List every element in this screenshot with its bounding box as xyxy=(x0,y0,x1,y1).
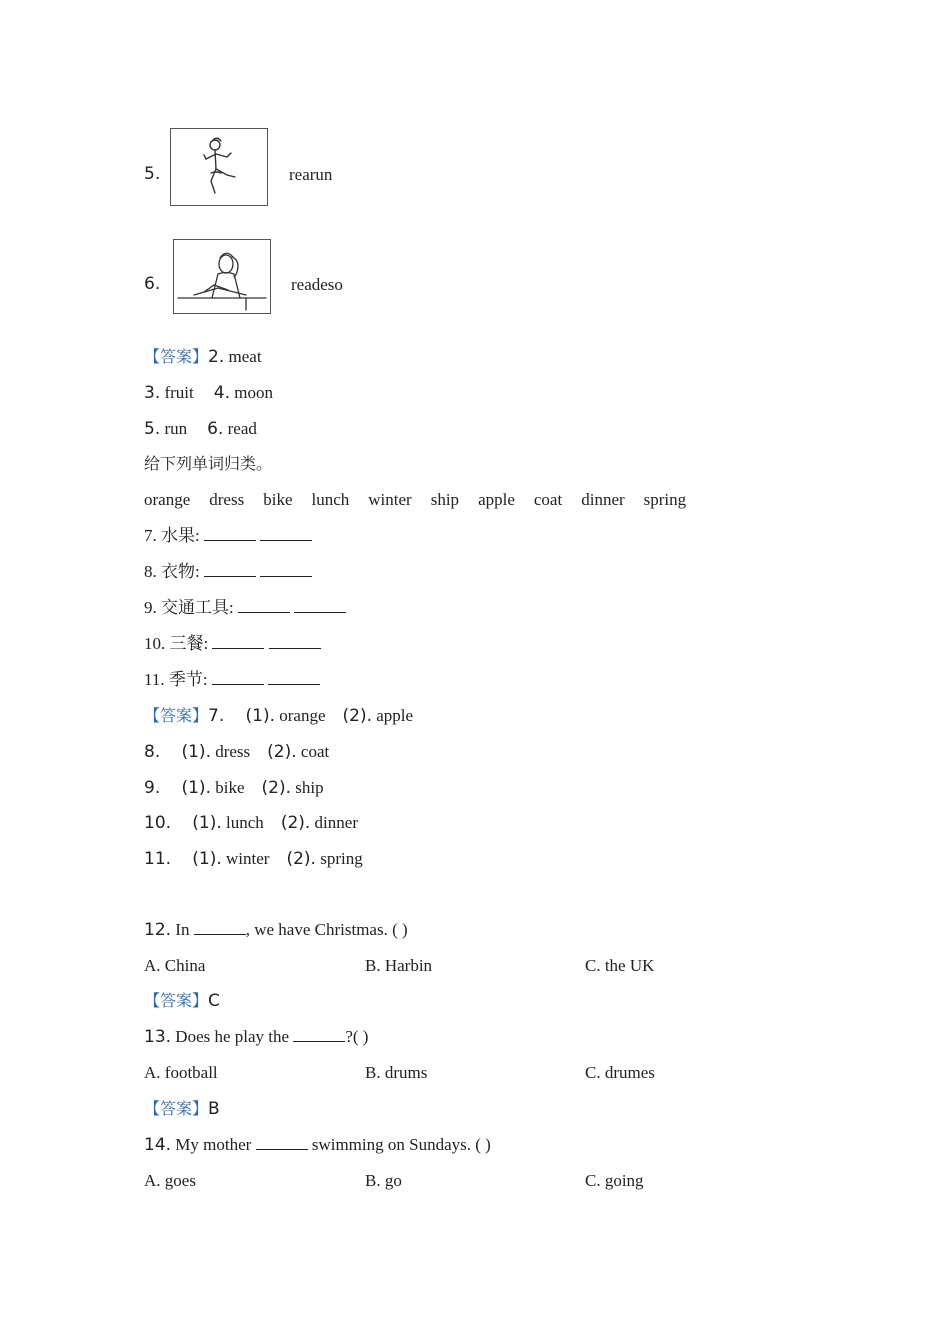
answer-row-10 xyxy=(144,812,358,834)
word: dinner xyxy=(581,490,625,509)
answer-number: 7. xyxy=(208,706,225,726)
classify-question-9 xyxy=(144,597,346,619)
answer-word: dinner xyxy=(314,813,358,832)
classify-question-8 xyxy=(144,561,312,583)
answer-word: read xyxy=(227,419,257,438)
answer-number: 3. xyxy=(144,383,161,403)
answer-word: fruit xyxy=(164,383,194,402)
item-5-scrambled-word: rearun xyxy=(289,165,333,184)
answer-letter: B xyxy=(208,1099,220,1119)
answer-number: 8. xyxy=(144,742,161,762)
sub-number: (2). xyxy=(286,849,316,869)
answer-tag: 【答案】 xyxy=(144,347,209,366)
item-5-number: 5. xyxy=(144,164,161,184)
option-c[interactable]: C. the UK xyxy=(585,956,655,975)
word: spring xyxy=(643,490,687,509)
question-13 xyxy=(144,1026,368,1048)
answer-word: dress xyxy=(215,742,251,761)
word: lunch xyxy=(311,490,350,509)
option-c[interactable]: C. drumes xyxy=(585,1063,655,1082)
answer-row-11 xyxy=(144,848,363,870)
answer-blank[interactable] xyxy=(212,670,264,685)
answer-number: 4. xyxy=(213,383,230,403)
question-stem: swimming on Sundays. ( ) xyxy=(307,1135,491,1154)
option-a[interactable]: A. goes xyxy=(144,1171,196,1190)
question-12 xyxy=(144,919,408,941)
answer-blank[interactable] xyxy=(238,598,290,613)
question-number: 14. xyxy=(144,1135,172,1155)
question-stem: My mother xyxy=(175,1135,256,1154)
answer-line-3-4 xyxy=(144,382,273,404)
item-6-scrambled-word: readeso xyxy=(291,275,343,294)
answer-number: 9. xyxy=(144,778,161,798)
girl-reading-icon xyxy=(173,239,271,314)
word: orange xyxy=(144,490,191,509)
answer-number: 5. xyxy=(144,419,161,439)
answer-word: bike xyxy=(215,778,245,797)
answer-word: coat xyxy=(300,742,330,761)
word: winter xyxy=(368,490,412,509)
sub-number: (1). xyxy=(181,742,211,762)
answer-blank[interactable] xyxy=(212,634,264,649)
answer-blank[interactable] xyxy=(256,1135,308,1150)
classify-question-10 xyxy=(144,633,321,655)
answer-line-2 xyxy=(144,346,262,368)
answer-tag: 【答案】 xyxy=(144,1099,209,1118)
answer-13 xyxy=(144,1098,220,1120)
sub-number: (1). xyxy=(192,849,222,869)
option-b[interactable]: B. Harbin xyxy=(365,956,433,975)
answer-word: winter xyxy=(226,849,270,868)
word: bike xyxy=(263,490,293,509)
question-14 xyxy=(144,1134,491,1156)
answer-word: spring xyxy=(320,849,363,868)
classify-question-11 xyxy=(144,669,320,691)
classify-question-7 xyxy=(144,525,312,547)
answer-12 xyxy=(144,990,220,1012)
question-label: 9. 交通工具: xyxy=(144,598,234,617)
option-c[interactable]: C. going xyxy=(585,1171,644,1190)
answer-word: meat xyxy=(228,347,262,366)
question-stem: In xyxy=(175,920,194,939)
answer-blank[interactable] xyxy=(260,562,312,577)
answer-blank[interactable] xyxy=(194,920,246,935)
answer-tag: 【答案】 xyxy=(144,991,209,1010)
answer-blank[interactable] xyxy=(293,1027,345,1042)
answer-word: orange xyxy=(279,706,326,725)
classify-instruction: 给下列单词归类。 xyxy=(144,456,273,473)
answer-row-8 xyxy=(144,741,329,763)
running-boy-icon xyxy=(170,128,268,206)
answer-number: 10. xyxy=(144,813,172,833)
question-stem: Does he play the xyxy=(175,1027,294,1046)
answer-number: 6. xyxy=(207,419,224,439)
answer-row-7 xyxy=(144,705,413,727)
answer-blank[interactable] xyxy=(269,634,321,649)
word: ship xyxy=(430,490,460,509)
sub-number: (1). xyxy=(192,813,222,833)
answer-word: ship xyxy=(295,778,324,797)
sub-number: (2). xyxy=(342,706,372,726)
answer-word: apple xyxy=(376,706,414,725)
question-number: 12. xyxy=(144,920,172,940)
word: apple xyxy=(478,490,515,509)
answer-number: 11. xyxy=(144,849,172,869)
question-stem: , we have Christmas. ( ) xyxy=(245,920,408,939)
answer-word: lunch xyxy=(226,813,264,832)
question-label: 10. 三餐: xyxy=(144,634,209,653)
classify-word-list xyxy=(144,489,705,511)
sub-number: (2). xyxy=(280,813,311,833)
question-stem: ?( ) xyxy=(345,1027,369,1046)
answer-blank[interactable] xyxy=(204,562,256,577)
answer-blank[interactable] xyxy=(204,526,256,541)
answer-word: run xyxy=(164,419,188,438)
word: coat xyxy=(533,490,563,509)
answer-number: 2. xyxy=(208,347,225,367)
question-number: 13. xyxy=(144,1027,172,1047)
item-6-number: 6. xyxy=(144,274,161,294)
sub-number: (1). xyxy=(245,706,275,726)
option-b[interactable]: B. go xyxy=(365,1171,402,1190)
option-b[interactable]: B. drums xyxy=(365,1063,428,1082)
sub-number: (2). xyxy=(267,742,297,762)
answer-letter: C xyxy=(208,991,220,1011)
question-label: 7. 水果: xyxy=(144,526,200,545)
answer-blank[interactable] xyxy=(260,526,312,541)
word: dress xyxy=(209,490,245,509)
question-label: 11. 季节: xyxy=(144,670,208,689)
option-a[interactable]: A. China xyxy=(144,956,206,975)
answer-line-5-6 xyxy=(144,418,257,440)
answer-blank[interactable] xyxy=(294,598,346,613)
question-label: 8. 衣物: xyxy=(144,562,200,581)
answer-blank[interactable] xyxy=(268,670,320,685)
sub-number: (2). xyxy=(261,778,291,798)
answer-row-9 xyxy=(144,777,324,799)
answer-tag: 【答案】 xyxy=(144,706,209,725)
answer-word: moon xyxy=(234,383,273,402)
sub-number: (1). xyxy=(181,778,211,798)
option-a[interactable]: A. football xyxy=(144,1063,218,1082)
